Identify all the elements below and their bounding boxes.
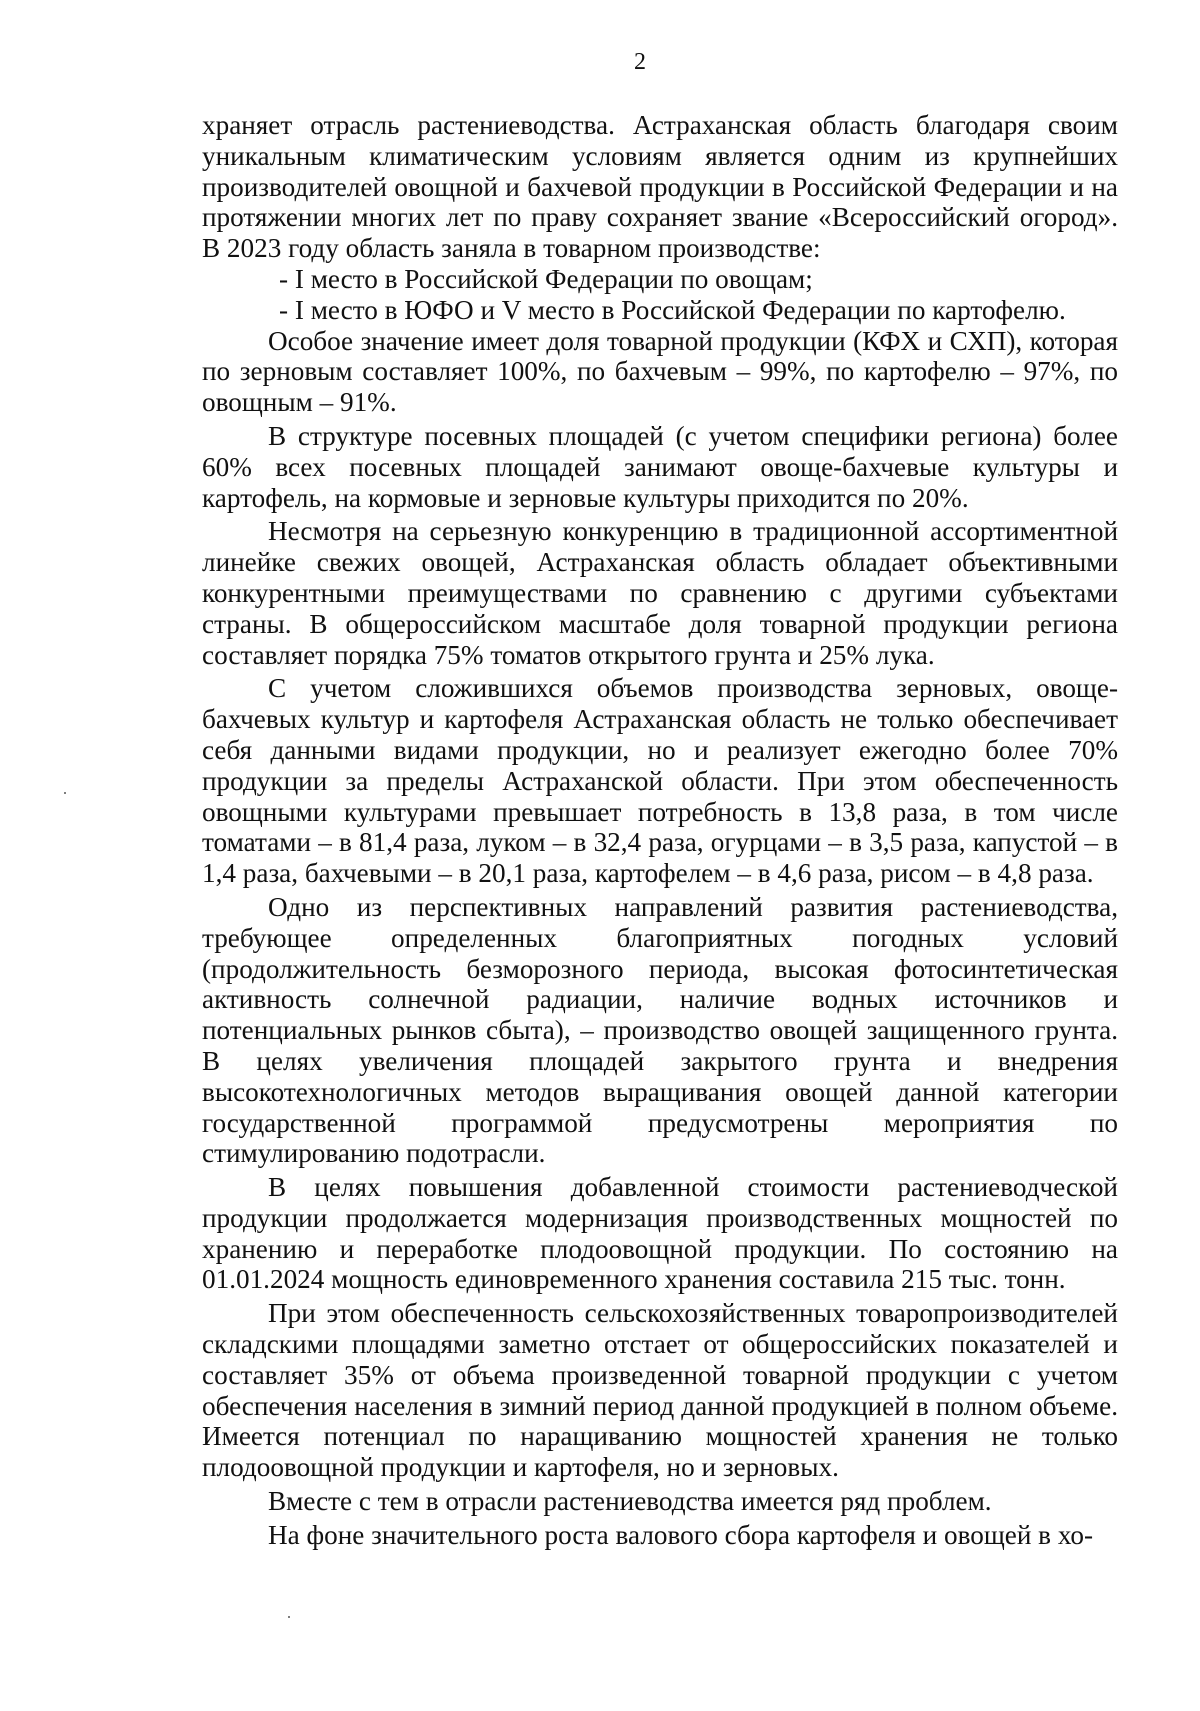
list-item: - I место в Российской Федерации по овощам; [279, 263, 813, 294]
paragraph-intro: храняет отрасль растениеводства. Астраханская область благодаря своим уникальным климатическим условиям является одним из крупнейших производителей овощной и бахчевой продукции в Российской Федерации и на протяжении многих лет по праву сохраняет звание «Всероссийский огород». В 2023 году область заняла в товарном производстве: [202, 110, 1118, 264]
paragraph: В целях повышения добавленной стоимости растениеводческой продукции продолжается модернизация производственных мощностей по хранению и переработке плодоовощной продукции. По состоянию на 01.01.2024 мощность единовременного хранения составила 215 тыс. тонн. [202, 1172, 1118, 1295]
paragraph: При этом обеспеченность сельскохозяйственных товаропроизводителей складскими площадями заметно отстает от общероссийских показателей и составляет 35% от объема произведенной товарной продукции с учетом обеспечения населения в зимний период данной продукцией в полном объеме. Имеется потенциал по наращиванию мощностей хранения не только плодоовощной продукции и картофеля, но и зерновых. [202, 1298, 1118, 1483]
paragraph: На фоне значительного роста валового сбора картофеля и овощей в хо- [268, 1519, 1094, 1550]
document-body [202, 110, 1118, 1551]
list-item: - I место в ЮФО и V место в Российской Федерации по картофелю. [279, 294, 1066, 325]
paragraph: Одно из перспективных направлений развития растениеводства, требующее определенных благоприятных погодных условий (продолжительность безморозного периода, высокая фотосинтетическая активность солнечной радиации, наличие водных источников и потенциальных рынков сбыта), – производство овощей защищенного грунта. В целях увеличения площадей закрытого грунта и внедрения высокотехнологичных методов выращивания овощей данной категории государственной программой предусмотрены мероприятия по стимулированию подотрасли. [202, 891, 1118, 1169]
scan-speck [288, 1616, 290, 1618]
paragraph: Вместе с тем в отрасли растениеводства имеется ряд проблем. [268, 1486, 992, 1517]
paragraph: В структуре посевных площадей (с учетом специфики региона) более 60% всех посевных площадей занимают овоще-бахчевые культуры и картофель, на кормовые и зерновые культуры приходится по 20%. [202, 420, 1118, 513]
paragraph: Несмотря на серьезную конкуренцию в традиционной ассортиментной линейке свежих овощей, Астраханская область обладает объективными конкурентными преимуществами по сравнению с другими субъектами страны. В общероссийском масштабе доля товарной продукции региона составляет порядка 75% томатов открытого грунта и 25% лука. [202, 516, 1118, 670]
paragraph: Особое значение имеет доля товарной продукции (КФХ и СХП), которая по зерновым составляет 100%, по бахчевым – 99%, по картофелю – 97%, по овощным – 91%. [202, 325, 1118, 418]
scan-speck [64, 792, 66, 794]
paragraph: С учетом сложившихся объемов производства зерновых, овоще-бахчевых культур и картофеля Астраханская область не только обеспечивает себя данными видами продукции, но и реализует ежегодно более 70% продукции за пределы Астраханской области. При этом обеспеченность овощными культурами превышает потребность в 13,8 раза, в том числе томатами – в 81,4 раза, луком – в 32,4 раза, огурцами – в 3,5 раза, капустой – в 1,4 раза, бахчевыми – в 20,1 раза, картофелем – в 4,6 раза, рисом – в 4,8 раза. [202, 673, 1118, 889]
page-number: 2 [634, 49, 646, 75]
